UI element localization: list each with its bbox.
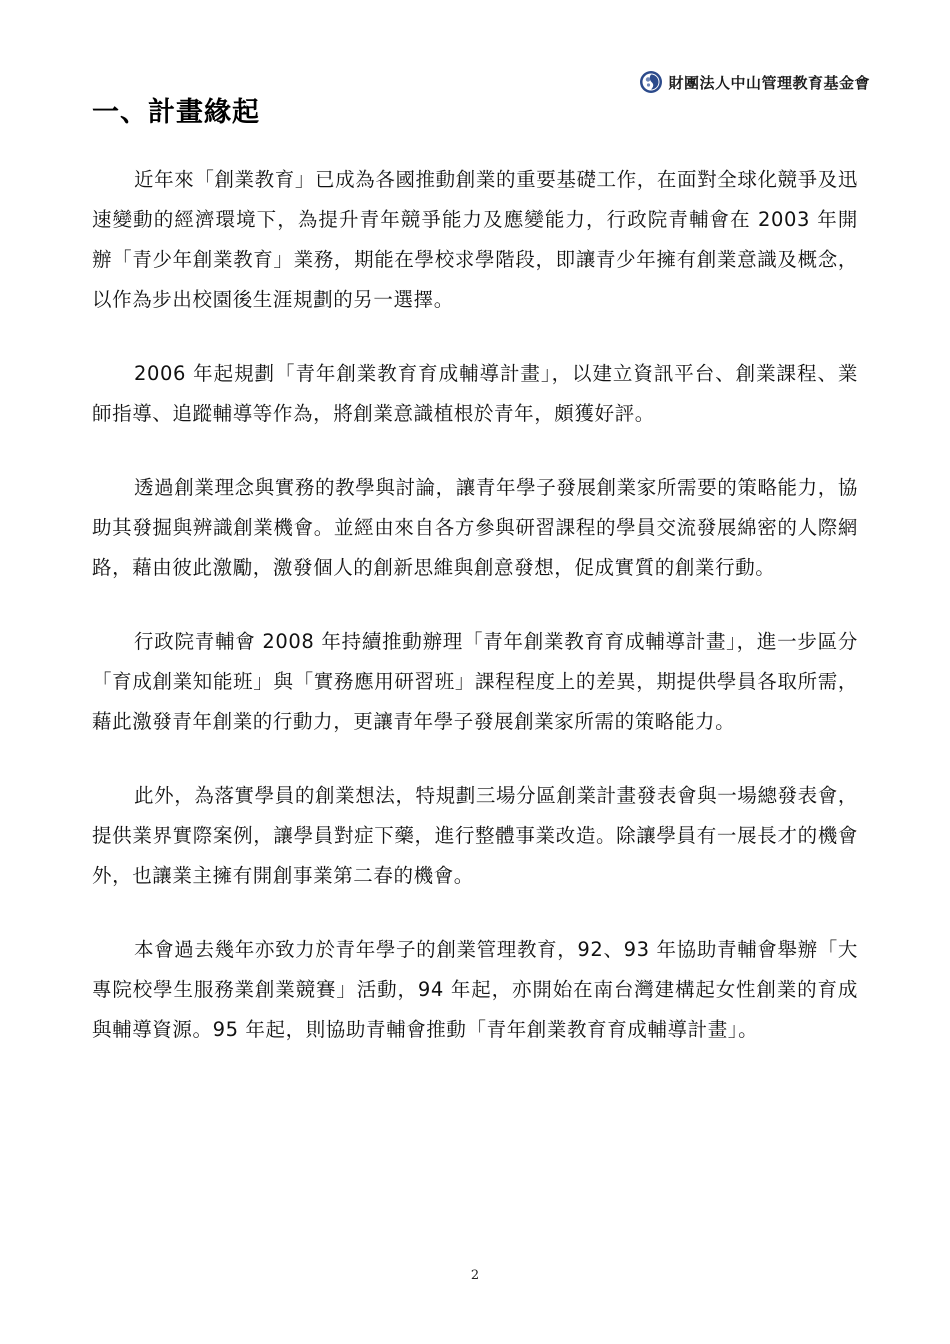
page-number: 2: [470, 1268, 480, 1283]
paragraph-2: 2006 年起規劃「青年創業教育育成輔導計畫」，以建立資訊平台、創業課程、業師指導、追蹤輔導等作為，將創業意識植根於青年，頗獲好評。: [92, 362, 858, 425]
paragraph-3: 透過創業理念與實務的教學與討論，讓青年學子發展創業家所需要的策略能力，協助其發掘與辨識創業機會。並經由來自各方參與研習課程的學員交流發展綿密的人際網路，藉由彼此激勵，激發個人的創新思維與創意發想，促成實質的創業行動。: [92, 476, 858, 579]
paragraph-6: 本會過去幾年亦致力於青年學子的創業管理教育，92、93 年協助青輔會舉辦「大專院校學生服務業創業競賽」活動，94 年起，亦開始在南台灣建構起女性創業的育成與輔導資源。95 年起，則協助青輔會推動「青年創業教育育成輔導計畫」。: [92, 938, 858, 1041]
foundation-logo-icon: [639, 70, 663, 94]
paragraph-5: 此外，為落實學員的創業想法，特規劃三場分區創業計畫發表會與一場總發表會，提供業界實際案例，讓學員對症下藥，進行整體事業改造。除讓學員有一展長才的機會外，也讓業主擁有開創事業第二春的機會。: [92, 784, 858, 887]
body-text: [92, 160, 858, 1084]
paragraph-4: 行政院青輔會 2008 年持續推動辦理「青年創業教育育成輔導計畫」，進一步區分「育成創業知能班」與「實務應用研習班」課程程度上的差異，期提供學員各取所需，藉此激發青年創業的行動力，更讓青年學子發展創業家所需的策略能力。: [92, 630, 858, 733]
section-heading: 一、計畫緣起: [92, 97, 260, 128]
organization-header: [639, 70, 870, 94]
organization-name: 財團法人中山管理教育基金會: [668, 73, 870, 92]
paragraph-1: 近年來「創業教育」已成為各國推動創業的重要基礎工作，在面對全球化競爭及迅速變動的經濟環境下，為提升青年競爭能力及應變能力，行政院青輔會在 2003 年開辦「青少年創業教育」業務，期能在學校求學階段，即讓青少年擁有創業意識及概念，以作為步出校園後生涯規劃的另一選擇。: [92, 168, 858, 311]
